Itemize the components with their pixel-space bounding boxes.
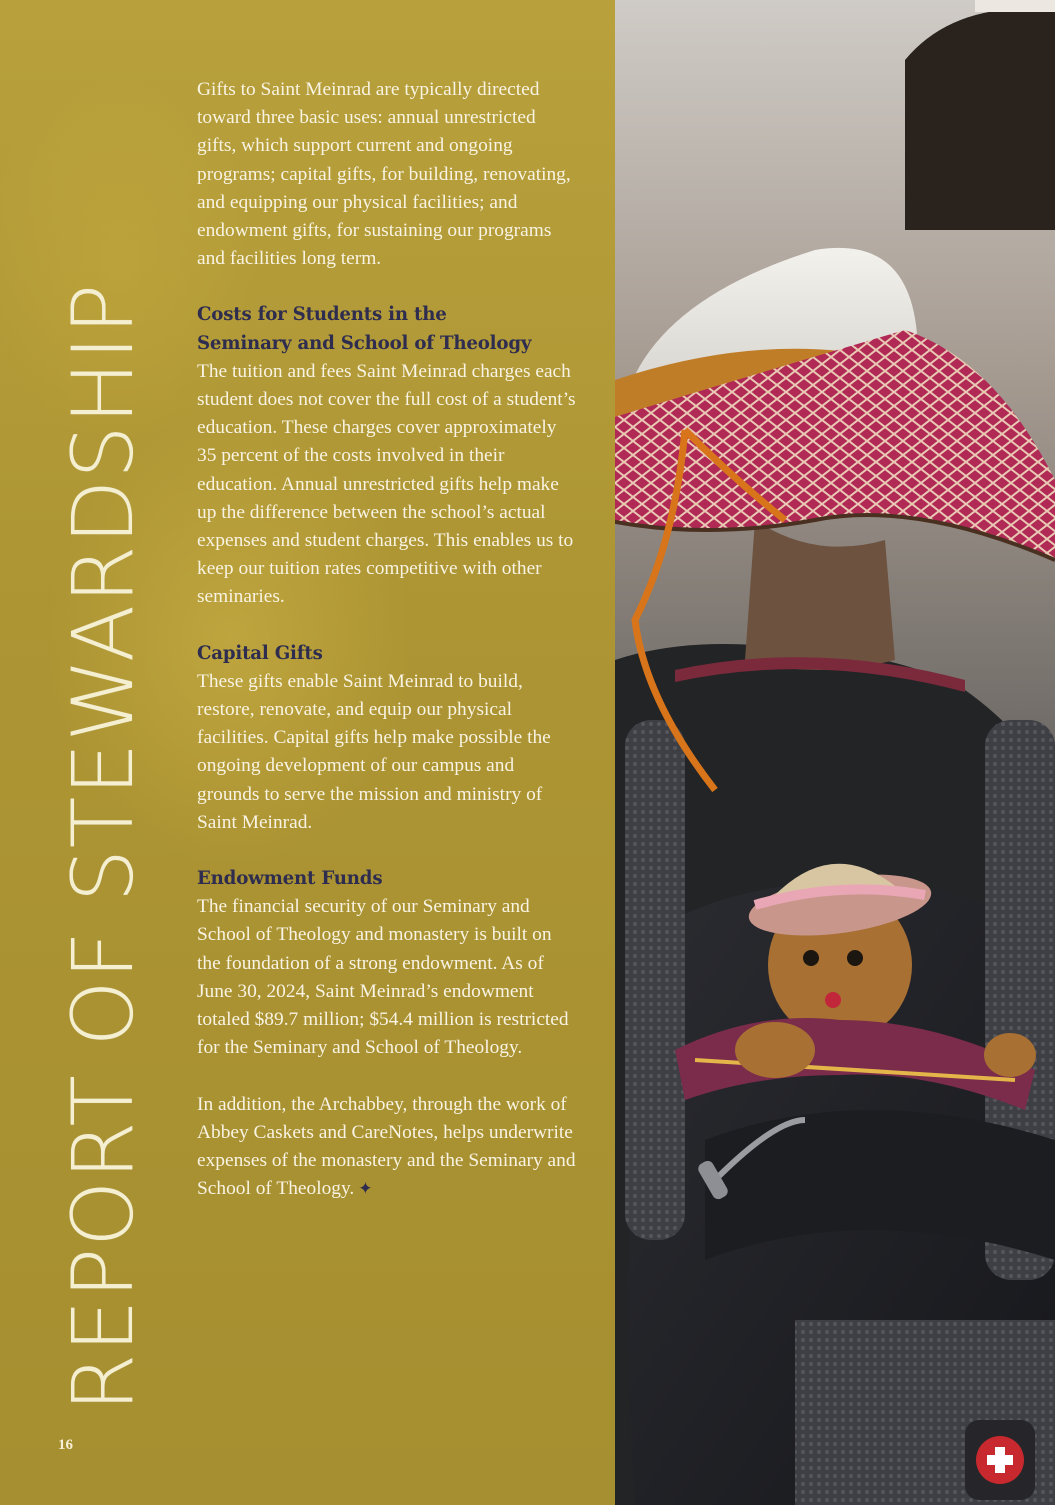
endowment-heading: Endowment Funds	[197, 868, 383, 890]
costs-heading-line2: Seminary and School of Theology	[197, 332, 532, 354]
closing-text: In addition, the Archabbey, through the work of Abbey Caskets and CareNotes, helps underwrite expenses of the monastery and the Seminary and School of Theology.	[197, 1093, 576, 1200]
costs-paragraph: The tuition and fees Saint Meinrad charges each student does not cover the full cost of a student’s education. These charges cover approximately 35 percent of the costs involved in their education. Annual unrestricted gifts help make up the difference between the school’s actual expenses and student charges. This enables us to keep our tuition rates competitive with other seminaries.	[197, 360, 576, 608]
page-number: 16	[58, 1437, 73, 1453]
capital-gifts-heading: Capital Gifts	[197, 642, 323, 664]
end-mark-icon: ✦	[358, 1179, 373, 1199]
article-body	[197, 76, 577, 1203]
costs-heading-line1: Costs for Students in the	[197, 304, 447, 326]
intro-paragraph: Gifts to Saint Meinrad are typically directed toward three basic uses: annual unrestricted gifts, which support current and ongoing programs; capital gifts, for building, renovating, and equipping our physical facilities; and endowment gifts, for sustaining our programs and facilities long term.	[197, 79, 571, 270]
section-title: REPORT OF STEWARDSHIP	[54, 282, 152, 1412]
endowment-paragraph: The financial security of our Seminary and School of Theology and monastery is built on the foundation of a strong endowment. As of June 30, 2024, Saint Meinrad’s endowment totaled $89.7 million; $54.4 million is restricted for the Seminary and School of Theology.	[197, 896, 569, 1059]
costs-heading	[197, 301, 577, 357]
photo-student-with-doll	[615, 0, 1055, 1505]
capital-gifts-paragraph: These gifts enable Saint Meinrad to build, restore, renovate, and equip our physical facilities. Capital gifts help make possible the ongoing development of our campus and grounds to serve the mission and ministry of Saint Meinrad.	[197, 670, 551, 833]
closing-paragraph	[197, 1091, 577, 1204]
